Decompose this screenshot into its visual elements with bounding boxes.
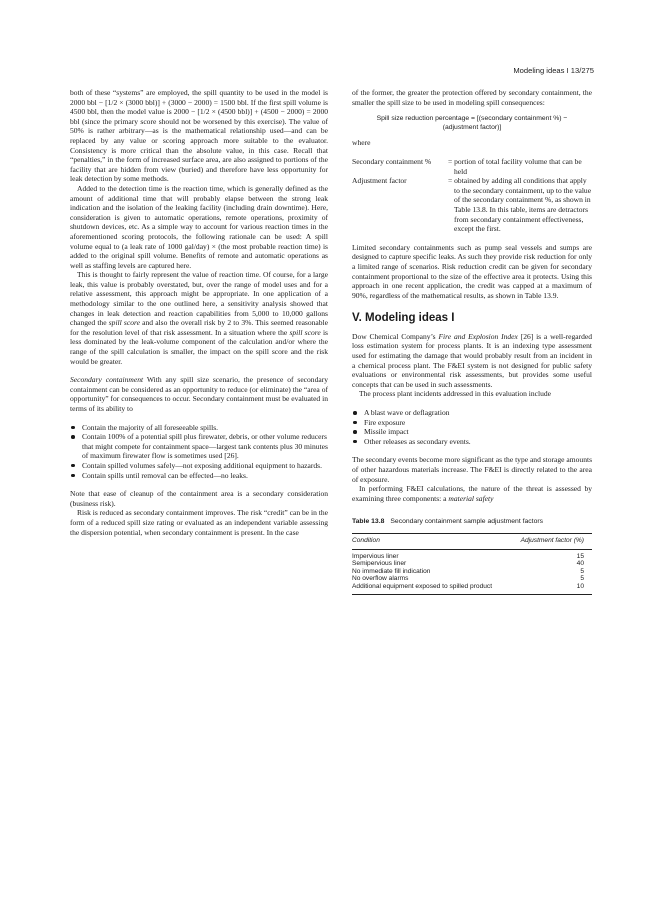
- condition-cell: Semipervious liner: [352, 560, 407, 568]
- bullet-icon: [71, 426, 75, 430]
- paragraph: The process plant incidents addressed in this evaluation include: [359, 389, 551, 399]
- run-in-heading: Secondary containment: [70, 375, 144, 385]
- factor-cell: 5: [580, 567, 584, 575]
- paragraph: Note that ease of cleanup of the containment area is a secondary consideration (business risk).: [70, 489, 328, 508]
- bullet-icon: [353, 430, 357, 434]
- formula-line: Spill size reduction percentage = [(secondary containment %) −: [376, 115, 568, 123]
- formula-line: (adjustment factor)]: [442, 123, 502, 131]
- section-heading: V. Modeling ideas I: [352, 312, 455, 325]
- list-item-text: Missile impact: [364, 427, 409, 437]
- list-item: [70, 432, 328, 461]
- paragraph: The secondary events become more significant as the type and storage amounts of other hazardous materials increase. The F&EI is directly related to the area of exposure.: [352, 455, 592, 484]
- list-item: [352, 427, 592, 437]
- factor-cell: 10: [511, 583, 592, 594]
- emphasis: spill score: [289, 327, 321, 337]
- bullet-icon: [353, 421, 357, 425]
- column-header-factor: Adjustment factor (%): [511, 533, 592, 549]
- paragraph: Limited secondary containments such as pump seal vessels and sumps are designed to capture specific leaks. As such they provide risk reduction for only a limited range of scenarios. Risk reduction credit can be given for secondary containment proportional to the size of the effective area it protects. Using this approach in one recent application, the credit was capped at a maximum of 90%, regardless of the mathematical results, as shown in Table 13.9.: [352, 242, 592, 300]
- right-column: [352, 88, 592, 595]
- table-title: Secondary containment sample adjustment factors: [390, 518, 544, 526]
- definition-term: Adjustment factor: [352, 176, 407, 186]
- table-row: [352, 575, 592, 583]
- list-item: [70, 471, 328, 481]
- table-row: [352, 549, 592, 560]
- table-caption: [352, 517, 592, 527]
- paragraph: Risk is reduced as secondary containment improves. The risk “credit” can be in the form of a reduced spill size rating or evaluated as an independent variable assessing the dispersion potential, when secondary containment is present. In the case: [70, 508, 328, 537]
- bullet-list: [352, 408, 592, 446]
- condition-cell: No overflow alarms: [352, 575, 409, 583]
- condition-cell: Additional equipment exposed to spilled product: [352, 583, 511, 594]
- paragraph: [70, 375, 328, 413]
- emphasis: material safety: [448, 493, 494, 503]
- list-item: [352, 437, 592, 447]
- paragraph: of the former, the greater the protection offered by secondary containment, the smaller the spill size to be used in modeling spill consequences:: [352, 88, 592, 107]
- factor-cell: 40: [576, 560, 584, 568]
- factor-cell: 15: [576, 552, 584, 560]
- text-run: This is thought to fairly represent the value of reaction time. Of course, for a large leak, this value is probably overstated, but, over the range of model uses and for a relative assessment, this approach might be appropriate. In one application of a methodology similar to the one outlined here, a sensitivity analysis showed that changes in leak detection and reaction capabilities from 5,000 to 10,000 gallons changed the: [70, 270, 328, 328]
- list-item-text: Contain spills until removal can be effected—no leaks.: [82, 470, 248, 480]
- adjustment-factors-table: [352, 533, 592, 595]
- left-column: [70, 88, 328, 537]
- text-run: is less dominated by the leak-volume component of the calculation and/or where the range of the spill calculation is smaller, the impact on the spill score and the risk would be greater.: [70, 327, 328, 366]
- text-run: Dow Chemical Company’s: [352, 331, 439, 341]
- list-item-text: Contain the majority of all foreseeable spills.: [82, 422, 219, 432]
- text-run: [26] is a well-regarded loss estimation system for process plants. It is an indexing type assessment used for estimating the damage that would probably result from an incident in a chemical process plant. The F&EI system is not designed for public safety evaluations or environmental risk assessments, but provides some useful concepts that can be used in such assessments.: [352, 331, 593, 389]
- emphasis: spill score: [108, 318, 140, 328]
- column-header-condition: Condition: [352, 533, 511, 549]
- text-run: and also the overall risk by 2 to 3%. This seemed reasonable for the resolution level of that risk assessment. In a situation where the: [70, 318, 328, 337]
- table-row: [352, 560, 592, 568]
- table-row: [352, 568, 592, 576]
- bullet-icon: [71, 474, 75, 478]
- bullet-list: [70, 423, 328, 481]
- table-header-row: [352, 533, 592, 549]
- list-item-text: Fire exposure: [364, 417, 406, 427]
- list-item-text: A blast wave or deflagration: [364, 408, 450, 418]
- list-item: [70, 461, 328, 471]
- condition-cell: No immediate fill indication: [352, 567, 431, 575]
- list-item-text: Contain spilled volumes safely—not exposing additional equipment to hazards.: [82, 460, 322, 470]
- text-run: With any spill size scenario, the presence of secondary containment can be considered as an opportunity to reduce (or eliminate) the “area of opportunity” for consequences to occur. Secondary containment must be evaluated in terms of its ability to: [70, 375, 328, 413]
- list-item: [352, 408, 592, 418]
- definition-term: Secondary containment %: [352, 156, 432, 166]
- list-item: [352, 418, 592, 428]
- table-row: [352, 583, 592, 594]
- emphasis: Fire and Explosion Index: [438, 331, 518, 341]
- list-item: [70, 423, 328, 433]
- paragraph: [352, 484, 592, 503]
- definition-list: [352, 157, 592, 234]
- paragraph: [352, 332, 592, 390]
- list-item-text: Other releases as secondary events.: [364, 436, 471, 446]
- bullet-icon: [71, 435, 75, 439]
- definition-desc: = obtained by adding all conditions that apply to the secondary containment, up to the value of the secondary containment %, as shown in Table 13.8. In this table, items are detractors from secondary containment effectiveness, except the first.: [448, 176, 592, 234]
- bullet-icon: [353, 440, 357, 444]
- paragraph: both of these “systems” are employed, the spill quantity to be used in the model is 2000 bbl − [1/2 × (3000 bbl)] + (3000 − 2000) = 1500 bbl. If the first spill volume is 4500 bbl, then the model value is 2000 − [1/2 × (4500 bbl)] + (4500 − 2000) = 2000 bbl (since the primary score should not be worsened by this exercise). The value of 50% is rather arbitrary—as is the mathematical relationship used—and can be replaced by any value or scoring approach more suitable to the evaluator. Consistency is more critical than the absolute value, in this case. Recall that “penalties,” in the form of increased surface area, are also assigned to portions of the facility that are hidden from view (buried) and therefore have less opportunity for leak detection by some methods.: [70, 88, 328, 184]
- formula: [352, 115, 592, 132]
- definition-desc: = portion of total facility volume that can be held: [448, 156, 582, 176]
- factor-cell: 5: [580, 575, 584, 583]
- paragraph: Added to the detection time is the reaction time, which is generally defined as the amount of additional time that will probably elapse between the strong leak indication and the isolation of the leaking facility (including drain downtime). Here, consideration is given to automatic operations, remote operations, proximity of shutdown devices, etc. As a simple way to account for various reaction times in the aforementioned scoring protocols, the following rationale can be used: A spill volume equal to (a leak rate of 1000 gal/day) × (the most probable reaction time) is added to the original spill volume. Benefits of remote and automatic operations as well as staffing levels are captured here.: [70, 183, 328, 270]
- paragraph: [70, 270, 328, 366]
- bullet-icon: [71, 464, 75, 468]
- condition-cell: Impervious liner: [352, 552, 399, 560]
- text-run: In performing F&EI calculations, the nature of the threat is assessed by examining three components: a: [352, 484, 592, 503]
- bullet-icon: [353, 411, 357, 415]
- running-header: Modeling ideas I 13/275: [513, 66, 594, 75]
- table-label: Table 13.8: [352, 518, 385, 526]
- where-label: where: [352, 138, 371, 148]
- list-item-text: Contain 100% of a potential spill plus firewater, debris, or other volume reducers that might compete for containment space—largest tank contents plus 30 minutes of maximum firewater flow is sometimes used [26].: [82, 432, 328, 461]
